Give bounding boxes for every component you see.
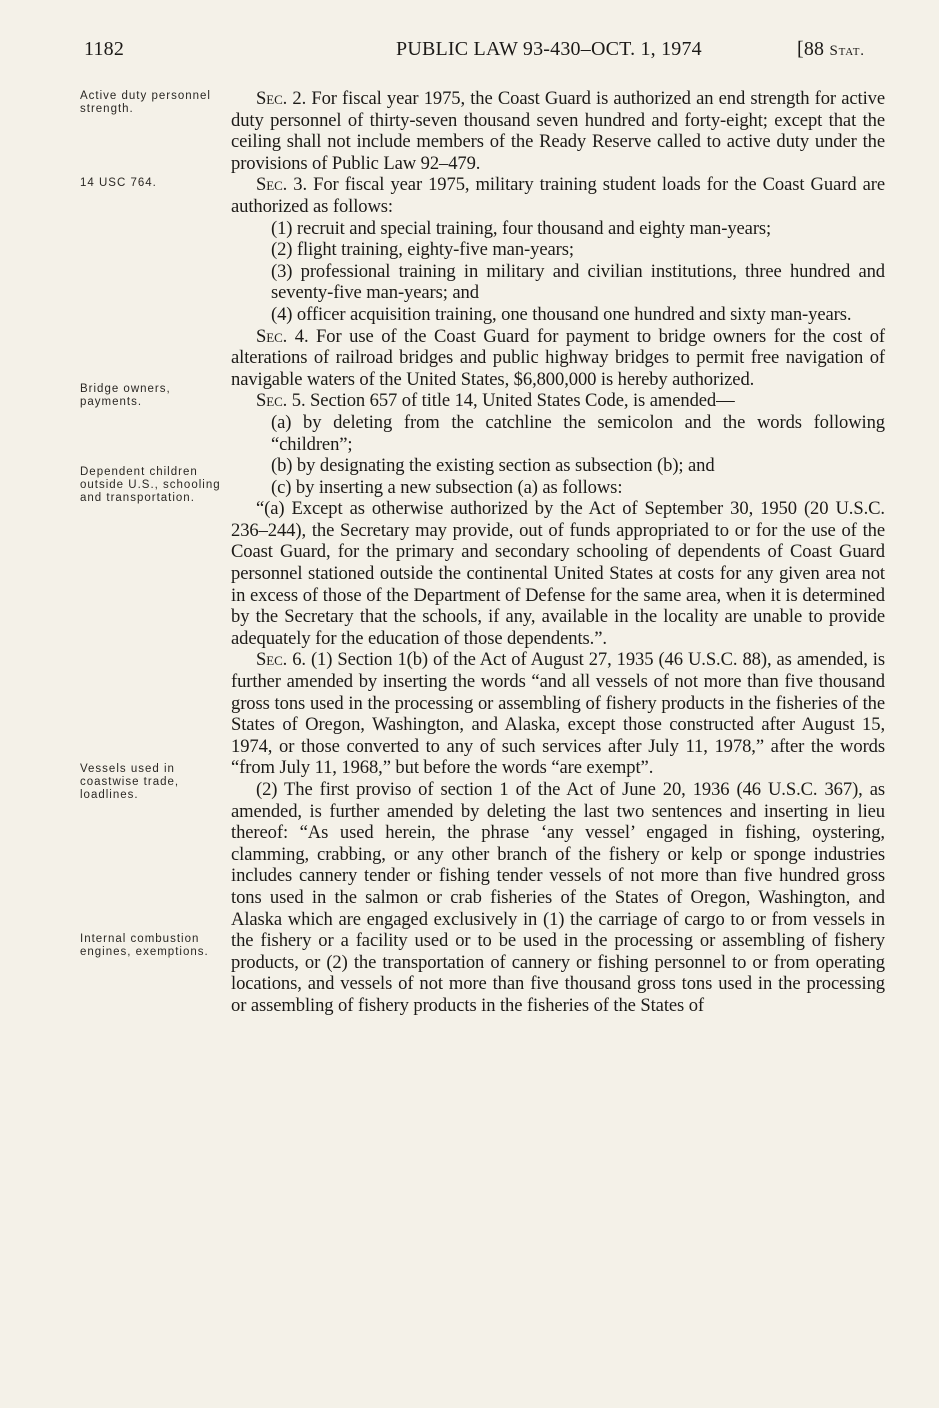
statute-word: Stat. <box>829 43 865 59</box>
list-item: (b) by designating the existing section as subsection (b); and <box>271 455 715 477</box>
section-4-paragraph <box>231 326 885 391</box>
statute-reference <box>797 38 865 61</box>
section-2-text: 2. For fiscal year 1975, the Coast Guard is authorized an end strength for active duty personnel of thirty-seven thousand seven hundred and forty-eight; except that the ceiling shall not include members of the Ready Reserve called to active duty under the provisions of Public Law 92–479. <box>231 88 885 174</box>
sec-label: Sec. <box>256 88 288 109</box>
margin-note-vessels-coastwise: Vessels used in coastwise trade, loadlines. <box>80 763 180 801</box>
list-item: (3) professional training in military and civilian institutions, three hundred and seventy-five man-years; and <box>271 260 885 304</box>
section-2-paragraph <box>231 88 885 174</box>
list-item: (1) recruit and special training, four thousand and eighty man-years; <box>271 217 772 239</box>
list-item: (c) by inserting a new subsection (a) as follows: <box>271 476 623 498</box>
section-5-text: 5. Section 657 of title 14, United States Code, is amended— <box>287 390 735 412</box>
list-item: (2) flight training, eighty-five man-years; <box>271 239 574 261</box>
sec-label: Sec. <box>256 649 288 671</box>
list-item: (4) officer acquisition training, one thousand one hundred and sixty man-years. <box>271 303 852 325</box>
margin-note-active-duty: Active duty personnel strength. <box>80 90 211 115</box>
margin-note-14-usc: 14 USC 764. <box>80 177 157 189</box>
section-6-2-paragraph: (2) The first proviso of section 1 of the Act of June 20, 1936 (46 U.S.C. 367), as amended, is further amended by deleting the last two sentences and inserting in lieu thereof: “As used herein, the phrase ‘any vessel’ engaged in fishing, oystering, clamming, crabbing, or any other branch of the fishery or kelp or sponge industries includes cannery tender or fishing tender vessels of not more than five hundred gross tons used in the salmon or crab fisheries of the States of Oregon, Washington, and Alaska which are engaged exclusively in (1) the carriage of cargo to or from vessels in the fishery or a facility used or to be used in the processing or assembling of fishery products, or (2) the transportation of cannery or fishing personnel to or from operating locations, and vessels of not more than five thousand gross tons used in the processing or assembling of fishery products in the fisheries of the States of <box>231 779 885 1016</box>
section-3-paragraph <box>231 174 885 217</box>
quoted-subsection: “(a) Except as otherwise authorized by the Act of September 30, 1950 (20 U.S.C. 236–244), the Secretary may provide, out of funds appropriated to or for the use of the Coast Guard, for the primary and secondary schooling of dependents of Coast Guard personnel stationed outside the continental United States at costs for any given area not in excess of those of the Department of Defense for the same area, when it is determined by the Secretary that the schools, if any, available in the locality are unable to provide adequately for the education of those dependents.”. <box>231 498 885 649</box>
sec-label: Sec. <box>256 174 288 196</box>
section-3-text: 3. For fiscal year 1975, military training student loads for the Coast Guard are authorized as follows: <box>231 174 885 217</box>
list-item: (a) by deleting from the catchline the semicolon and the words following “children”; <box>271 411 885 455</box>
section-5-paragraph <box>231 390 885 412</box>
page-number: 1182 <box>84 38 125 60</box>
section-4-text: 4. For use of the Coast Guard for payment to bridge owners for the cost of alterations of railroad bridges and public highway bridges to permit free navigation of navigable waters of the United States, $6,800,000 is hereby authorized. <box>231 325 885 390</box>
margin-note-internal-combustion: Internal combustion engines, exemptions. <box>80 933 209 958</box>
margin-note-bridge-owners: Bridge owners, payments. <box>80 383 171 408</box>
running-title: PUBLIC LAW 93-430–OCT. 1, 1974 <box>396 38 702 60</box>
document-body <box>231 88 885 1017</box>
margin-note-dependent-children: Dependent children outside U.S., schooling and transportation. <box>80 466 221 504</box>
sec-label: Sec. <box>256 325 288 347</box>
section-6-text: 6. (1) Section 1(b) of the Act of August 27, 1935 (46 U.S.C. 88), as amended, is further amended by inserting the words “and all vessels of not more than five thousand gross tons used in the processing or assembling of fishery products in the fisheries of the States of Oregon, Washington, and Alaska, except those constructed after August 15, 1974, or those converted to any of such services after July 11, 1978,” after the words “from July 11, 1968,” but before the words “are exempt”. <box>231 649 885 779</box>
statute-prefix: [88 <box>797 38 830 60</box>
sec-label: Sec. <box>256 390 288 412</box>
section-6-paragraph <box>231 649 885 779</box>
